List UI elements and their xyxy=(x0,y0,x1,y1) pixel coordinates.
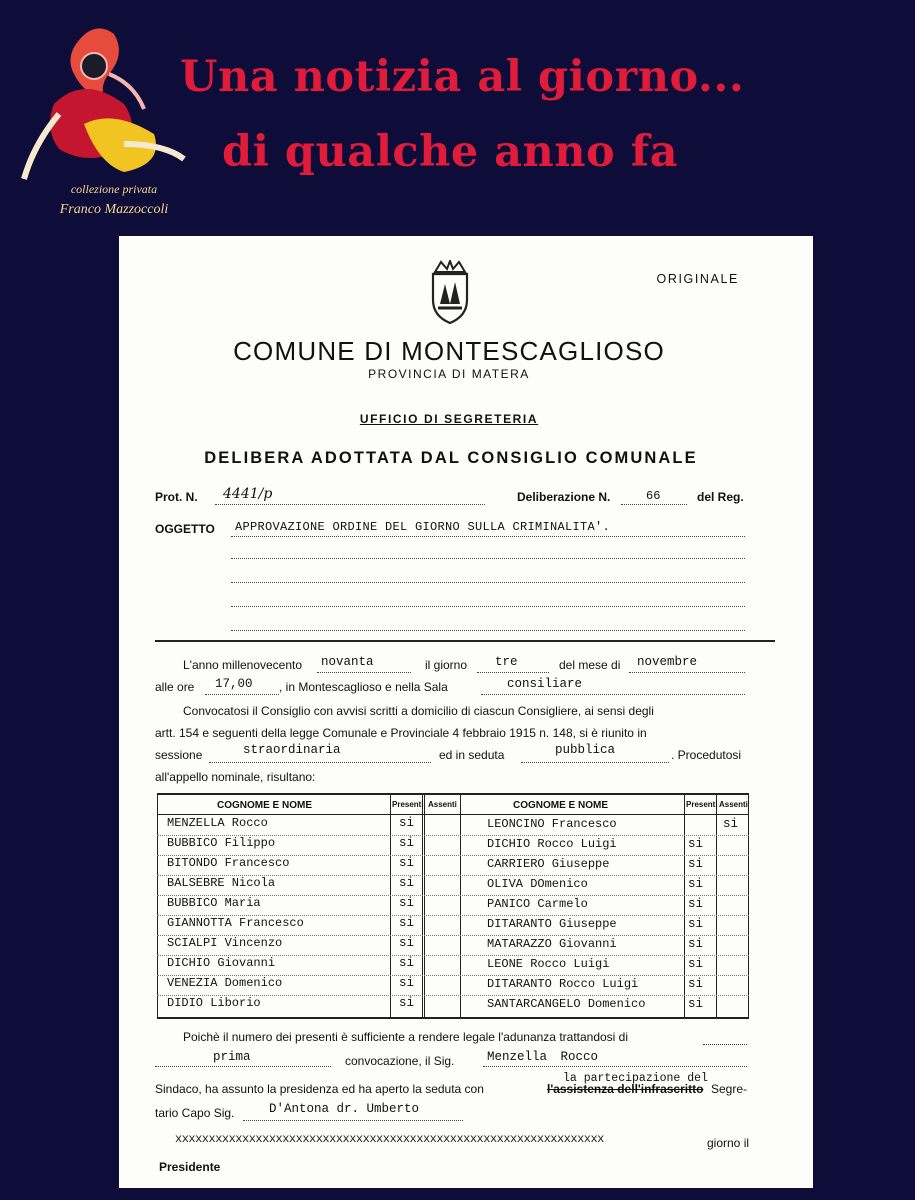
left-present-mark: si xyxy=(399,896,415,910)
municipality-title: COMUNE DI MONTESCAGLIOSO xyxy=(233,336,665,366)
convocation-type: prima xyxy=(213,1050,251,1064)
left-present-mark: si xyxy=(399,976,415,990)
left-councillor-name: BITONDO Francesco xyxy=(167,856,290,870)
subject-label: OGGETTO xyxy=(155,522,215,536)
deliberation-label: Deliberazione N. xyxy=(517,490,611,504)
room-value: consiliare xyxy=(507,677,583,691)
document-heading: DELIBERA ADOTTATA DAL CONSIGLIO COMUNALE xyxy=(204,449,698,467)
right-councillor-name: DITARANTO Rocco Luigi xyxy=(487,977,639,991)
convocation-line-1: Convocatosi il Consiglio con avvisi scritti a domicilio di ciascun Consigliere, ai sensi degli xyxy=(183,704,654,718)
left-councillor-name: VENEZIA Domenico xyxy=(167,976,283,990)
prot-value: 4441/p xyxy=(223,486,273,502)
office-heading: UFFICIO DI SEGRETERIA xyxy=(359,412,539,426)
left-councillor-name: DIDIO Liborio xyxy=(167,996,261,1010)
right-councillor-name: MATARAZZO Giovanni xyxy=(487,937,617,951)
subject-line-3 xyxy=(231,582,745,583)
logo-caption-line2: Franco Mazzoccoli xyxy=(59,202,169,217)
left-present-mark: si xyxy=(399,996,415,1010)
table-header-divider xyxy=(157,814,749,815)
month-label: del mese di xyxy=(559,658,621,672)
secretary-prefix: Segre- xyxy=(711,1082,748,1096)
left-councillor-name: MENZELLA Rocco xyxy=(167,816,268,830)
room-line xyxy=(481,694,745,695)
right-absent-mark: si xyxy=(723,817,739,831)
right-councillor-name: LEONE Rocco Luigi xyxy=(487,957,610,971)
hour-line xyxy=(205,694,279,695)
secretary-label: tario Capo Sig. xyxy=(155,1106,235,1120)
right-present-mark: si xyxy=(688,937,704,951)
right-present-mark: si xyxy=(688,957,704,971)
day-label: il giorno xyxy=(425,658,468,672)
right-councillor-name: PANICO Carmelo xyxy=(487,897,588,911)
section-divider xyxy=(155,640,775,642)
coat-of-arms-icon xyxy=(427,260,473,326)
left-councillor-name: BUBBICO Filippo xyxy=(167,836,276,850)
left-present-mark: si xyxy=(399,876,415,890)
headline-line2: di qualche anno fa xyxy=(222,127,679,177)
right-present-mark: si xyxy=(688,837,704,851)
left-present-mark: si xyxy=(399,836,415,850)
session-label: sessione xyxy=(155,748,203,762)
right-present-header: Presenti xyxy=(686,800,718,809)
president-label: Presidente xyxy=(159,1160,221,1174)
hour-label: alle ore xyxy=(155,680,195,694)
day-value: tre xyxy=(495,655,518,669)
attendance-table xyxy=(157,793,749,1019)
left-councillor-name: BALSEBRE Nicola xyxy=(167,876,276,890)
left-councillor-name: DICHIO Giovanni xyxy=(167,956,276,970)
left-present-mark: si xyxy=(399,916,415,930)
sitting-value: pubblica xyxy=(555,743,616,757)
right-present-mark: si xyxy=(688,977,704,991)
right-councillor-name: DICHIO Rocco Luigi xyxy=(487,837,617,851)
left-councillor-name: BUBBICO Maria xyxy=(167,896,261,910)
secretary-name: D'Antona dr. Umberto xyxy=(269,1102,420,1116)
right-name-header: COGNOME E NOME xyxy=(513,800,609,811)
convocation-line-2: artt. 154 e seguenti della legge Comunale e Provinciale 4 febbraio 1915 n. 148, si è riunito in xyxy=(155,726,647,740)
prot-line xyxy=(215,504,485,505)
typed-correction: la partecipazione del xyxy=(563,1072,708,1085)
secretary-line xyxy=(243,1120,463,1121)
roll-call-text: . Procedutosi xyxy=(671,748,742,762)
left-councillor-name: GIANNOTTA Francesco xyxy=(167,916,304,930)
province-subtitle: PROVINCIA DI MATERA xyxy=(368,367,530,381)
deliberation-line xyxy=(621,504,687,505)
council-resolution-document xyxy=(119,236,813,1188)
subject-value: APPROVAZIONE ORDINE DEL GIORNO SULLA CRIMINALITA'. xyxy=(235,520,611,534)
convocation-type-line xyxy=(155,1066,331,1067)
roll-call-result: all'appello nominale, risultano: xyxy=(155,770,316,784)
subject-line-5 xyxy=(231,630,745,631)
hour-value: 17,00 xyxy=(215,677,253,691)
struck-line: xxxxxxxxxxxxxxxxxxxxxxxxxxxxxxxxxxxxxxxxxxxxxxxxxxxxxxxxxxxxxxxx xyxy=(175,1132,604,1146)
right-absent-header: Assenti xyxy=(719,800,748,809)
original-stamp: ORIGINALE xyxy=(656,272,739,286)
prot-label: Prot. N. xyxy=(155,490,198,504)
left-name-header: COGNOME E NOME xyxy=(217,800,313,811)
dancer-illustration xyxy=(14,14,194,184)
right-councillor-name: SANTARCANGELO Domenico xyxy=(487,997,646,1011)
left-absent-header: Assenti xyxy=(428,800,457,809)
right-present-mark: si xyxy=(688,897,704,911)
deliberation-number: 66 xyxy=(646,489,661,503)
logo-caption-line1: collezione privata xyxy=(70,182,158,196)
chair-line xyxy=(483,1066,747,1067)
left-present-mark: si xyxy=(399,816,415,830)
sitting-line xyxy=(521,762,669,763)
struck-assistance: l'assistenza dell'infrascritto xyxy=(547,1082,704,1096)
register-label: del Reg. xyxy=(697,490,744,504)
left-present-mark: si xyxy=(399,956,415,970)
chair-name: Menzella Rocco xyxy=(487,1050,599,1064)
subject-line-2 xyxy=(231,558,745,559)
left-present-header: Presenti xyxy=(392,800,424,809)
month-line xyxy=(629,672,745,673)
year-value: novanta xyxy=(321,655,374,669)
right-councillor-name: OLIVA DOmenico xyxy=(487,877,588,891)
sitting-label: ed in seduta xyxy=(439,748,505,762)
right-present-mark: si xyxy=(688,857,704,871)
right-present-mark: si xyxy=(688,997,704,1011)
location-text: , in Montescaglioso e nella Sala xyxy=(279,680,448,694)
year-intro: L'anno millenovecento xyxy=(183,658,303,672)
headline-line1: Una notizia al giorno... xyxy=(180,52,745,102)
agenda-ending: giorno il xyxy=(707,1136,750,1150)
session-line xyxy=(209,762,431,763)
subject-line-4 xyxy=(231,606,745,607)
chair-label: convocazione, il Sig. xyxy=(345,1054,455,1068)
right-present-mark: si xyxy=(688,917,704,931)
session-value: straordinaria xyxy=(243,743,341,757)
left-councillor-name: SCIALPI Vincenzo xyxy=(167,936,283,950)
right-present-mark: si xyxy=(688,877,704,891)
right-councillor-name: CARRIERO Giuseppe xyxy=(487,857,610,871)
left-present-mark: si xyxy=(399,936,415,950)
quorum-text: Poichè il numero dei presenti è sufficiente a rendere legale l'adunanza trattandosi di xyxy=(183,1030,629,1044)
right-councillor-name: LEONCINO Francesco xyxy=(487,817,617,831)
collection-logo xyxy=(14,14,194,224)
presidency-text: Sindaco, ha assunto la presidenza ed ha aperto la seduta con xyxy=(155,1082,484,1096)
year-line xyxy=(317,672,411,673)
month-value: novembre xyxy=(637,655,698,669)
right-councillor-name: DITARANTO Giuseppe xyxy=(487,917,617,931)
left-present-mark: si xyxy=(399,856,415,870)
subject-line-1 xyxy=(231,536,745,537)
day-line xyxy=(477,672,549,673)
quorum-line xyxy=(703,1044,747,1045)
